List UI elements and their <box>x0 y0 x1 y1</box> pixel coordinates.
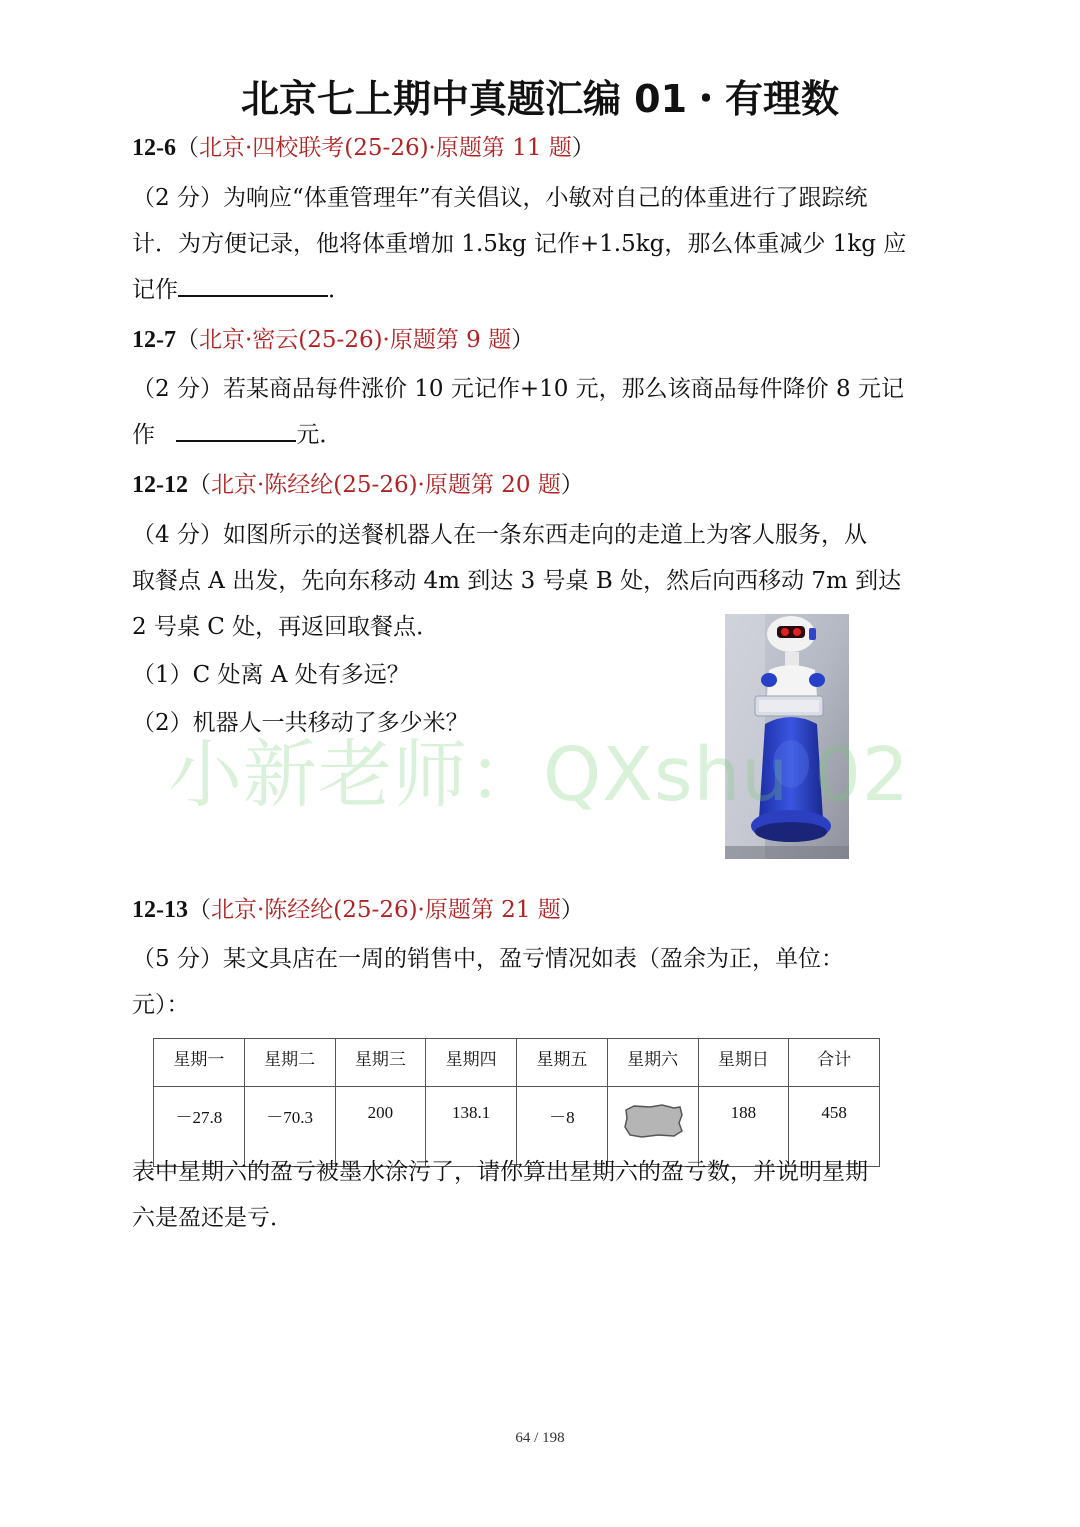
question-header-12-13 <box>132 895 584 925</box>
text-line: （4 分）如图所示的送餐机器人在一条东西走向的走道上为客人服务，从 <box>132 522 867 548</box>
sub-question-1: （1）C 处离 A 处有多远？ <box>132 662 410 688</box>
table-header-row <box>154 1039 880 1087</box>
paren-open: （ <box>176 327 199 353</box>
table-header-cell: 星期四 <box>426 1039 517 1087</box>
text-line <box>132 412 948 458</box>
paren-open: （ <box>188 897 211 923</box>
page-number: 64 / 198 <box>515 1430 565 1446</box>
text-line <box>132 267 948 313</box>
table-cell: －8 <box>517 1087 608 1167</box>
table-cell: 138.1 <box>426 1087 517 1167</box>
text-line: 表中星期六的盈亏被墨水涂污了，请你算出星期六的盈亏数，并说明星期 <box>132 1159 868 1185</box>
paren-close: ） <box>560 897 584 923</box>
question-body-12-13 <box>132 936 948 1028</box>
text-line: 2 号桌 C 处，再返回取餐点． <box>132 614 440 640</box>
table-header-cell: 星期一 <box>154 1039 245 1087</box>
table-header-cell: 星期二 <box>244 1039 335 1087</box>
text-line: 元）： <box>132 992 190 1018</box>
answer-blank <box>176 412 296 442</box>
text-line: 六是盈还是亏． <box>132 1205 293 1231</box>
paren-open: （ <box>176 135 199 161</box>
paren-close: ） <box>560 472 584 498</box>
question-body-12-7 <box>132 366 948 458</box>
table-header-cell: 合计 <box>789 1039 880 1087</box>
table-cell: 188 <box>698 1087 789 1167</box>
text-line: 取餐点 A 出发，先向东移动 4m 到达 3 号桌 B 处，然后向西移动 7m 到达 <box>132 568 902 594</box>
page-title: 北京七上期中真题汇编 01・有理数 <box>240 77 840 121</box>
sales-table <box>153 1038 880 1167</box>
paren-close: ） <box>511 327 535 353</box>
question-source: 北京·陈经纶(25-26)·原题第 20 题 <box>211 472 561 498</box>
text-fragment: 元． <box>296 422 343 448</box>
text-line: （2 分）为响应“体重管理年”有关倡议，小敏对自己的体重进行了跟踪统 <box>132 185 868 211</box>
text-line: （2 分）若某商品每件涨价 10 元记作+10 元，那么该商品每件降价 8 元记 <box>132 376 904 402</box>
watermark: 小新老师：QXshu 02 <box>168 732 910 818</box>
text-line: （5 分）某文具店在一周的销售中，盈亏情况如表（盈余为正，单位： <box>132 946 844 972</box>
text-fragment: 作 <box>132 422 163 448</box>
table-cell: 200 <box>335 1087 426 1167</box>
answer-blank <box>178 267 328 297</box>
question-header-12-6 <box>132 133 595 163</box>
question-header-12-12 <box>132 470 584 500</box>
question-number: 12-12 <box>132 472 188 498</box>
table-header-cell: 星期三 <box>335 1039 426 1087</box>
paren-open: （ <box>188 472 211 498</box>
question-body-12-6 <box>132 175 948 313</box>
table-header-cell: 星期六 <box>607 1039 698 1087</box>
question-body-12-13-after <box>132 1149 948 1241</box>
text-fragment: 记作 <box>132 277 178 303</box>
question-source: 北京·密云(25-26)·原题第 9 题 <box>199 327 512 353</box>
text-fragment: ． <box>328 277 351 303</box>
question-header-12-7 <box>132 325 534 355</box>
table-header-cell: 星期日 <box>698 1039 789 1087</box>
question-number: 12-13 <box>132 897 188 923</box>
paren-close: ） <box>571 135 595 161</box>
question-source: 北京·陈经纶(25-26)·原题第 21 题 <box>211 897 561 923</box>
question-number: 12-7 <box>132 327 176 353</box>
text-line: 计．为方便记录，他将体重增加 1.5kg 记作+1.5kg，那么体重减少 1kg 应 <box>132 231 907 257</box>
table-cell: 458 <box>789 1087 880 1167</box>
question-number: 12-6 <box>132 135 176 161</box>
question-source: 北京·四校联考(25-26)·原题第 11 题 <box>199 135 572 161</box>
sub-question-2: （2）机器人一共移动了多少米？ <box>132 710 469 736</box>
ink-blot-icon <box>622 1103 684 1139</box>
table-header-cell: 星期五 <box>517 1039 608 1087</box>
table-cell: －27.8 <box>154 1087 245 1167</box>
table-cell: －70.3 <box>244 1087 335 1167</box>
